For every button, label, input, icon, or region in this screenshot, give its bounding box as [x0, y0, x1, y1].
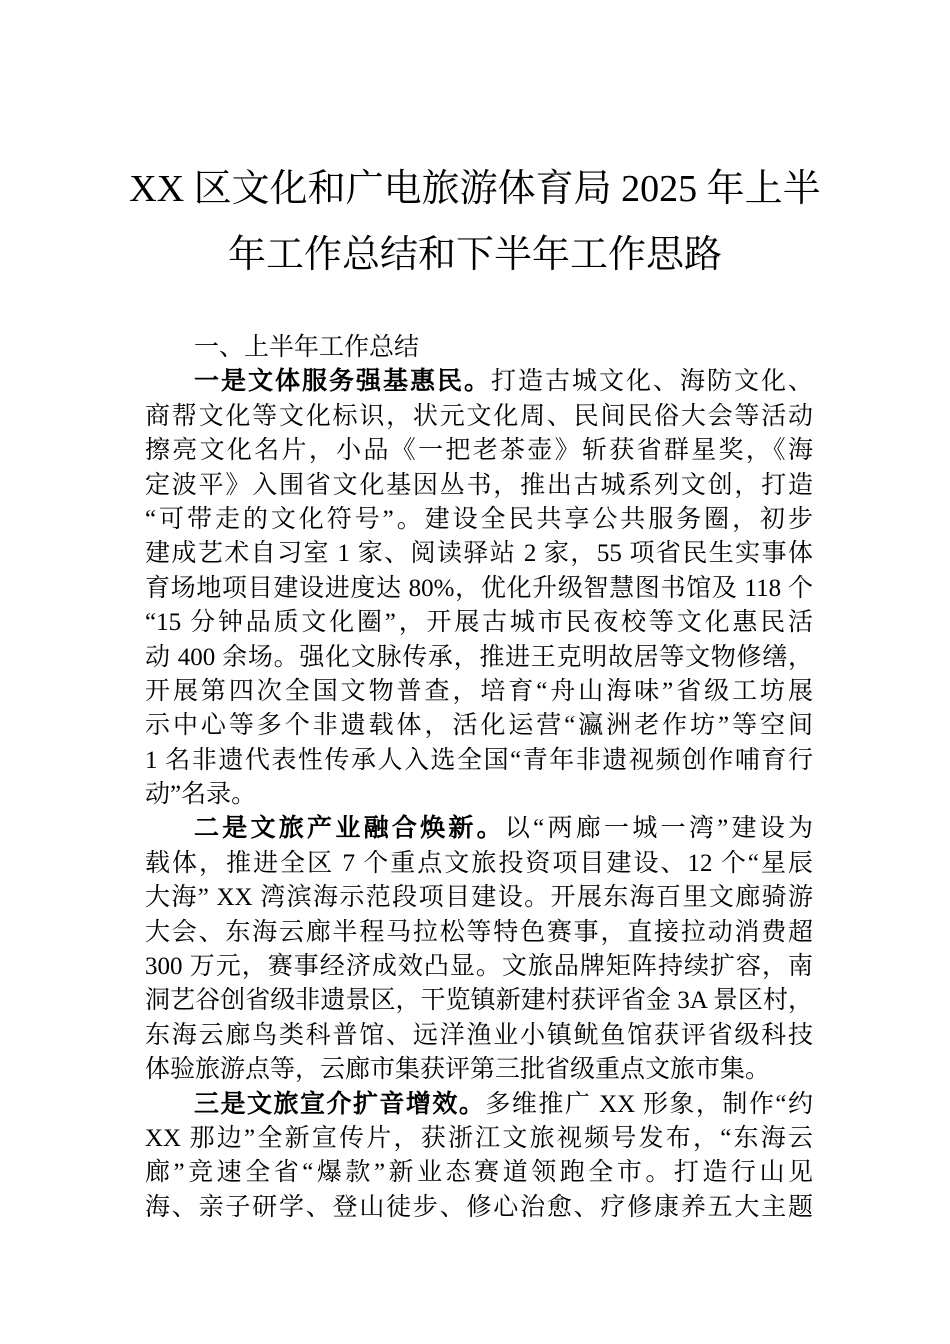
- document-title: [0, 156, 950, 288]
- text-line: “可带走的文化符号”。建设全民共享公共服务圈，初步: [145, 505, 813, 533]
- paragraph-lead: 一是文体服务强基惠民。: [194, 368, 491, 396]
- text-line: 育场地项目建设进度达 80%，优化升级智慧图书馆及 118 个: [145, 574, 813, 602]
- title-line-2: 年工作总结和下半年工作思路: [227, 234, 722, 276]
- paragraph-text: 以“两廊一城一湾”建设为: [504, 815, 813, 843]
- text-line: 定波平》入围省文化基因丛书，推出古城系列文创，打造: [145, 471, 813, 499]
- text-line: 廊”竞速全省“爆款”新业态赛道领跑全市。打造行山见: [145, 1159, 813, 1187]
- paragraphs-container: [145, 365, 813, 1225]
- text-line: 建成艺术自习室 1 家、阅读驿站 2 家，55 项省民生实事体: [145, 540, 813, 568]
- section-heading: 一、上半年工作总结: [194, 334, 420, 361]
- text-line: [145, 365, 813, 399]
- paragraph-text: 多维推广 XX 形象，制作“约: [485, 1090, 813, 1118]
- paragraph-text: 打造古城文化、海防文化、: [491, 368, 813, 396]
- text-line: 动 400 余场。强化文脉传承，推进王克明故居等文物修缮，: [145, 643, 813, 671]
- text-line: 示中心等多个非遗载体，活化运营“瀛洲老作坊”等空间: [145, 712, 813, 740]
- text-line: 大海” XX 湾滨海示范段项目建设。开展东海百里文廊骑游: [145, 884, 813, 912]
- text-line: XX 那边”全新宣传片，获浙江文旅视频号发布，“东海云: [145, 1124, 813, 1152]
- text-line: 300 万元，赛事经济成效凸显。文旅品牌矩阵持续扩容，南: [145, 953, 813, 981]
- text-line: 洞艺谷创省级非遗景区，干览镇新建村获评省金 3A 景区村，: [145, 987, 813, 1015]
- text-line: 海、亲子研学、登山徒步、修心治愈、疗修康养五大主题: [145, 1193, 813, 1221]
- text-line: 载体，推进全区 7 个重点文旅投资项目建设、12 个“星辰: [145, 849, 813, 877]
- text-line: 商帮文化等文化标识，状元文化周、民间民俗大会等活动: [145, 402, 813, 430]
- text-line: 动”名录。: [145, 781, 257, 809]
- text-line: 开展第四次全国文物普查，培育“舟山海味”省级工坊展: [145, 677, 813, 705]
- text-line: 体验旅游点等，云廊市集获评第三批省级重点文旅市集。: [145, 1056, 771, 1084]
- text-line: “15 分钟品质文化圈”，开展古城市民夜校等文化惠民活: [145, 609, 813, 637]
- text-line: 大会、东海云廊半程马拉松等特色赛事，直接拉动消费超: [145, 918, 813, 946]
- paragraph-lead: 二是文旅产业融合焕新。: [194, 815, 505, 843]
- text-line: 擦亮文化名片，小品《一把老茶壶》斩获省群星奖，《海: [145, 437, 813, 465]
- text-line: [145, 812, 813, 846]
- title-line-1: XX 区文化和广电旅游体育局 2025 年上半: [129, 168, 821, 210]
- text-line: 1 名非遗代表性传承人入选全国“青年非遗视频创作哺育行: [145, 746, 813, 774]
- document-body: [145, 331, 813, 1225]
- text-line: [145, 1088, 813, 1122]
- paragraph-lead: 三是文旅宣介扩音增效。: [194, 1090, 486, 1118]
- text-line: 东海云廊鸟类科普馆、远洋渔业小镇鱿鱼馆获评省级科技: [145, 1021, 813, 1049]
